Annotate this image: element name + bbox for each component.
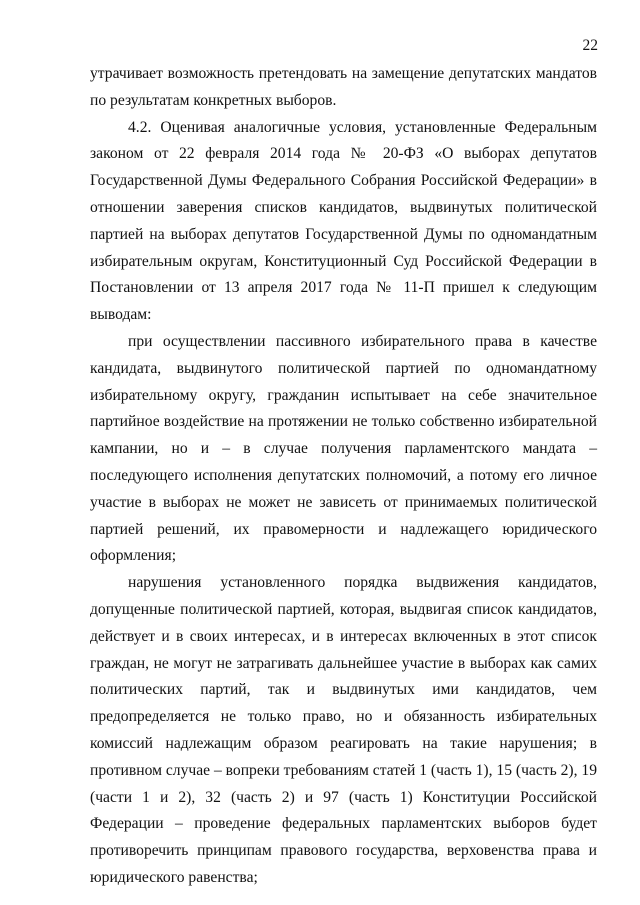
text-line: при осуществлении пассивного избирательного права в качестве bbox=[128, 332, 597, 350]
text-line: политических партий, так и выдвинутых ими кандидатов, чем bbox=[90, 681, 597, 699]
text-line: утрачивает возможность претендовать на замещение депутатских мандатов bbox=[90, 65, 597, 82]
document-body bbox=[90, 61, 597, 892]
page-number: 22 bbox=[582, 37, 598, 54]
text-line: законом от 22 февраля 2014 года № 20-ФЗ «О выборах депутатов bbox=[90, 145, 597, 163]
text-line: кампании, но и – в случае получения парламентского мандата – bbox=[90, 440, 597, 458]
text-line: противоречить принципам правового государства, верховенства права и bbox=[90, 842, 597, 860]
text-line: предопределяется не только право, но и обязанность избирательных bbox=[90, 708, 597, 726]
text-line: Федерации – проведение федеральных парламентских выборов будет bbox=[90, 815, 597, 833]
text-line: Постановлении от 13 апреля 2017 года № 11-П пришел к следующим bbox=[90, 279, 597, 297]
text-line: по результатам конкретных выборов. bbox=[90, 91, 337, 109]
text-line: участие в выборах не может не зависеть от принимаемых политической bbox=[90, 493, 597, 511]
text-line: действует и в своих интересах, и в интересах включенных в этот список bbox=[90, 627, 597, 645]
text-line: 4.2. Оценивая аналогичные условия, установленные Федеральным bbox=[128, 118, 597, 136]
text-line: оформления; bbox=[90, 547, 177, 565]
text-line: нарушения установленного порядка выдвижения кандидатов, bbox=[128, 574, 597, 592]
text-line: кандидата, выдвинутого политической партией по одномандатному bbox=[90, 359, 597, 377]
text-line: противном случае – вопреки требованиям статей 1 (часть 1), 15 (часть 2), 19 bbox=[90, 761, 597, 779]
text-line: отношении заверения списков кандидатов, выдвинутых политической bbox=[90, 198, 597, 216]
text-line: последующего исполнения депутатских полномочий, а потому его личное bbox=[90, 466, 597, 484]
text-line: комиссий надлежащим образом реагировать на такие нарушения; в bbox=[90, 734, 597, 752]
text-line: партией решений, их правомерности и надлежащего юридического bbox=[90, 520, 597, 538]
text-line: партией на выборах депутатов Государственной Думы по одномандатным bbox=[90, 225, 597, 243]
text-line: (части 1 и 2), 32 (часть 2) и 97 (часть 1) Конституции Российской bbox=[90, 788, 597, 806]
text-line: юридического равенства; bbox=[90, 868, 258, 886]
text-line: допущенные политической партией, которая, выдвигая список кандидатов, bbox=[90, 600, 597, 618]
text-line: избирательному округу, гражданин испытывает на себе значительное bbox=[90, 386, 597, 404]
text-line: граждан, не могут не затрагивать дальнейшее участие в выборах как самих bbox=[90, 654, 597, 672]
text-line: партийное воздействие на протяжении не только собственно избирательной bbox=[90, 413, 597, 431]
text-line: избирательным округам, Конституционный Суд Российской Федерации в bbox=[90, 252, 597, 270]
text-line: Государственной Думы Федерального Собрания Российской Федерации» в bbox=[90, 172, 597, 190]
text-line: выводам: bbox=[90, 306, 152, 324]
